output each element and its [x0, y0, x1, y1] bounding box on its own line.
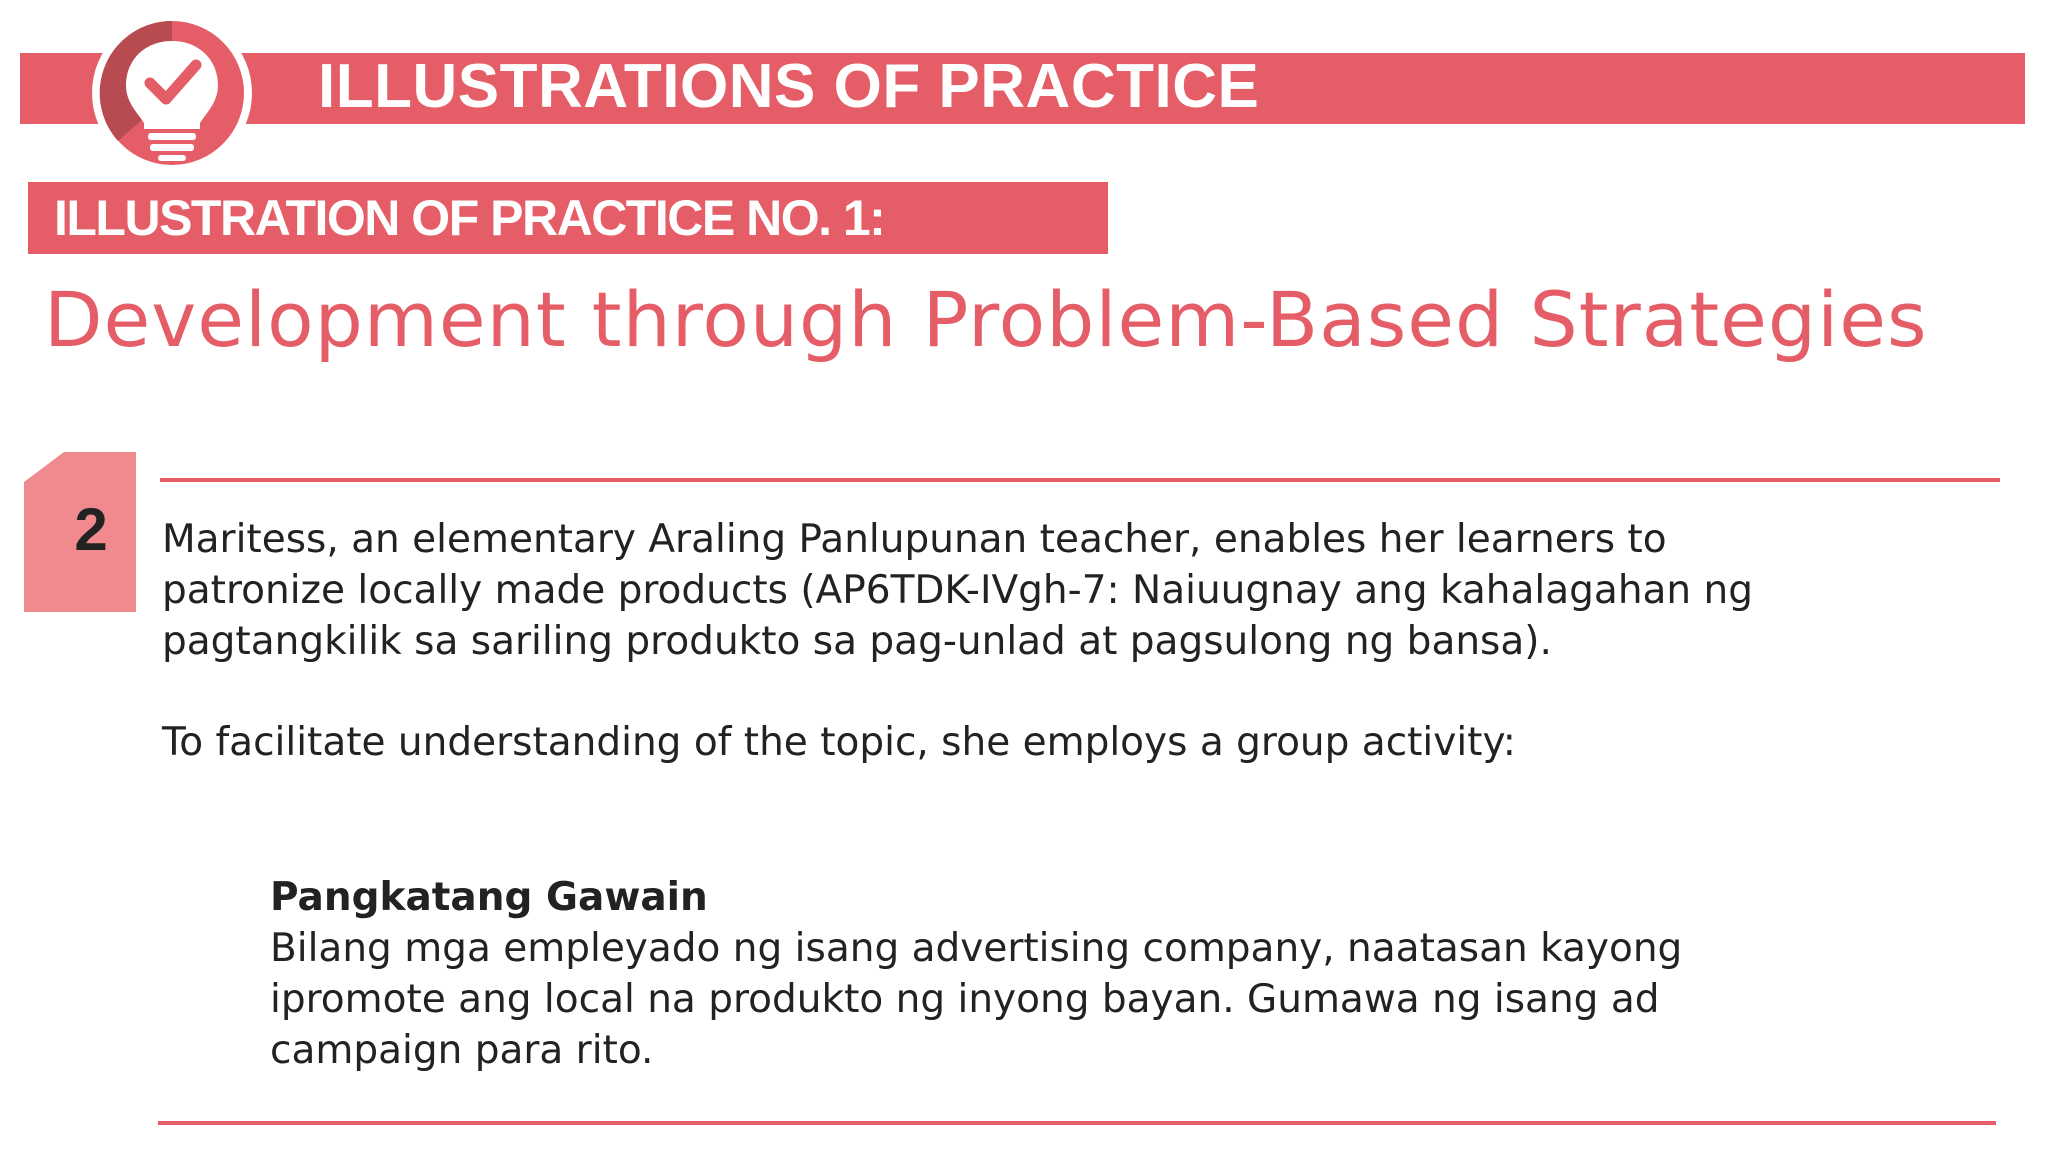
item-number: 2 [74, 496, 108, 563]
paragraph-line: Maritess, an elementary Araling Panlupunan teacher, enables her learners to [162, 517, 1667, 562]
paragraph-intro [162, 514, 1753, 667]
section-label: ILLUSTRATION OF PRACTICE NO. 1: [54, 190, 885, 246]
divider-bottom [158, 1121, 1996, 1125]
activity-line: campaign para rito. [270, 1028, 654, 1073]
activity-line: Bilang mga empleyado ng isang advertising company, naatasan kayong [270, 926, 1683, 971]
paragraph-line: patronize locally made products (AP6TDK-IVgh-7: Naiuugnay ang kahalagahan ng [162, 568, 1754, 613]
activity-title: Pangkatang Gawain [270, 875, 708, 920]
activity-block [270, 872, 1682, 1076]
activity-line: ipromote ang local na produkto ng inyong bayan. Gumawa ng isang ad [270, 977, 1660, 1022]
header-title: ILLUSTRATIONS OF PRACTICE [318, 52, 1260, 121]
section-title: Development through Problem-Based Strategies [44, 275, 1928, 364]
divider-top [160, 478, 2000, 482]
lightbulb-check-icon [60, 5, 290, 175]
paragraph-activity-intro: To facilitate understanding of the topic, she employs a group activity: [162, 720, 1516, 765]
paragraph-line: pagtangkilik sa sariling produkto sa pag-unlad at pagsulong ng bansa). [162, 619, 1552, 664]
